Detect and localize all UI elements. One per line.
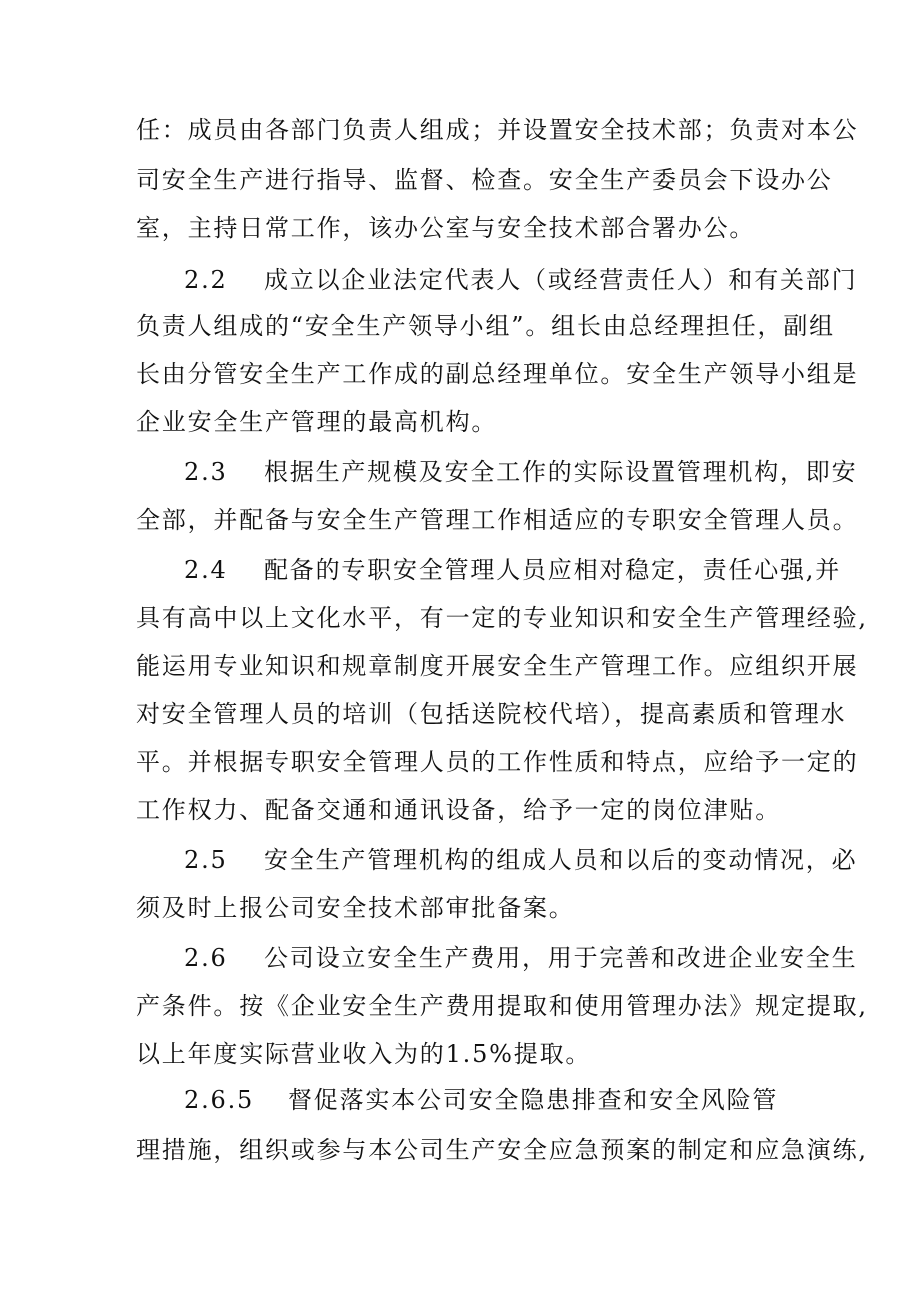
section-number: 2.3 bbox=[184, 458, 228, 486]
section-number: 2.6 bbox=[184, 944, 228, 972]
section-number: 2.5 bbox=[184, 846, 228, 874]
paragraph-line: 平。并根据专职安全管理人员的工作性质和特点，应给予一定的 bbox=[136, 748, 859, 776]
paragraph-line: 全部，并配备与安全生产管理工作相适应的专职安全管理人员。 bbox=[136, 506, 859, 534]
paragraph-line: 司安全生产进行指导、监督、检查。安全生产委员会下设办公 bbox=[136, 166, 833, 194]
paragraph-line: 任：成员由各部门负责人组成；并设置安全技术部；负责对本公 bbox=[136, 116, 859, 144]
paragraph-line: 产条件。按《企业安全生产费用提取和使用管理办法》规定提取, bbox=[136, 992, 868, 1020]
paragraph-line: 工作权力、配备交通和通讯设备，给予一定的岗位津贴。 bbox=[136, 796, 781, 824]
paragraph-line: 对安全管理人员的培训（包括送院校代培），提高素质和管理水 bbox=[136, 700, 847, 728]
paragraph-line: 2.5 安全生产管理机构的组成人员和以后的变动情况，必 bbox=[184, 838, 796, 882]
section-number: 2.2 bbox=[184, 266, 228, 294]
paragraph-line: 室，主持日常工作，该办公室与安全技术部合署办公。 bbox=[136, 214, 756, 242]
paragraph-line: 具有高中以上文化水平，有一定的专业知识和安全生产管理经验, bbox=[136, 604, 868, 632]
paragraph-line: 企业安全生产管理的最高机构。 bbox=[136, 408, 498, 436]
paragraph-line: 能运用专业知识和规章制度开展安全生产管理工作。应组织开展 bbox=[136, 652, 859, 680]
paragraph-line: 2.2 成立以企业法定代表人（或经营责任人）和有关部门 bbox=[184, 258, 796, 302]
paragraph-line: 2.4 配备的专职安全管理人员应相对稳定，责任心强,并 bbox=[184, 548, 796, 592]
paragraph-line: 须及时上报公司安全技术部审批备案。 bbox=[136, 894, 575, 922]
paragraph-line: 2.6.5 督促落实本公司安全隐患排查和安全风险管 bbox=[184, 1078, 796, 1122]
section-number: 2.4 bbox=[184, 556, 228, 584]
section-number: 2.6.5 bbox=[184, 1086, 255, 1114]
paragraph-line: 长由分管安全生产工作成的副总经理单位。安全生产领导小组是 bbox=[136, 360, 859, 388]
paragraph-line: 2.3 根据生产规模及安全工作的实际设置管理机构，即安 bbox=[184, 450, 796, 494]
paragraph-line: 理措施，组织或参与本公司生产安全应急预案的制定和应急演练, bbox=[136, 1136, 868, 1164]
paragraph-line: 2.6 公司设立安全生产费用，用于完善和改进企业安全生 bbox=[184, 936, 796, 980]
paragraph-line: 负责人组成的“安全生产领导小组”。组长由总经理担任，副组 bbox=[136, 312, 835, 340]
paragraph-line: 以上年度实际营业收入为的1.5%提取。 bbox=[136, 1040, 592, 1068]
